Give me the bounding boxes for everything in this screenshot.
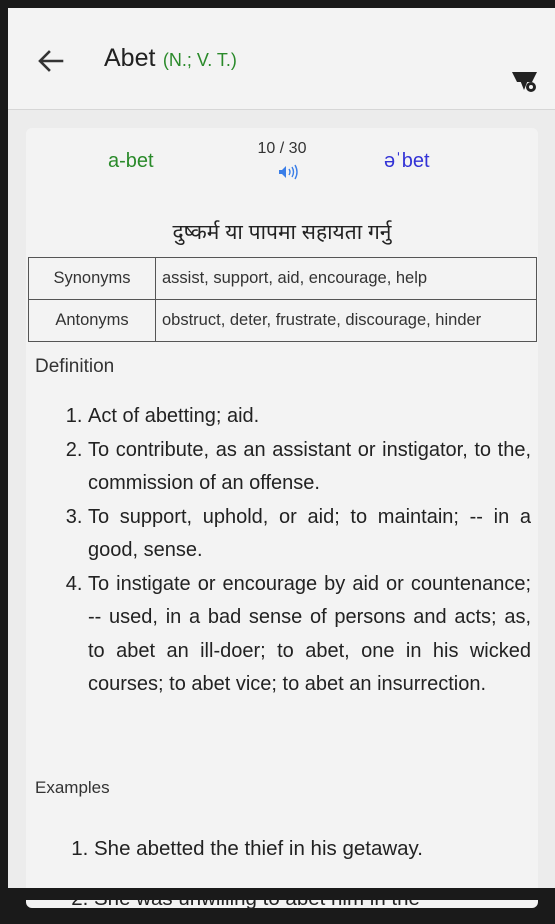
- title-block: [104, 44, 237, 73]
- definition-item: 2. To contribute, as an assistant or instigator, to the, commission of an offense.: [88, 434, 531, 501]
- word-card: [26, 128, 538, 908]
- examples-list: [64, 824, 531, 924]
- definition-list: [64, 400, 531, 702]
- part-of-speech: (N.; V. T.): [162, 50, 237, 70]
- app-bar: [8, 8, 555, 110]
- antonyms-row: [29, 300, 537, 342]
- speaker-icon: [277, 164, 301, 180]
- synonyms-value: assist, support, aid, encourage, help: [156, 258, 537, 300]
- syllables: a-bet: [108, 150, 154, 172]
- pronunciation: əˈbet: [384, 150, 430, 172]
- relations-table: [28, 257, 537, 342]
- definition-item: 3. To support, uphold, or aid; to maintain; -- in a good, sense.: [88, 501, 531, 568]
- antonyms-value: obstruct, deter, frustrate, discourage, hinder: [156, 300, 537, 342]
- page-title: Abet: [104, 44, 156, 72]
- synonyms-row: [29, 258, 537, 300]
- example-item: 1. She abetted the thief in his getaway.: [94, 824, 531, 874]
- definition-heading: Definition: [35, 356, 115, 377]
- nepali-meaning: दुष्कर्म या पापमा सहायता गर्नु: [172, 221, 392, 244]
- quiz-button[interactable]: [510, 66, 540, 96]
- arrow-left-icon: [34, 44, 68, 78]
- back-button[interactable]: [34, 44, 68, 78]
- system-nav-bar: [0, 888, 555, 900]
- word-counter: 10 / 30: [257, 140, 307, 157]
- examples-heading: Examples: [35, 778, 110, 797]
- antonyms-label: Antonyms: [29, 300, 156, 342]
- definition-item: 4. To instigate or encourage by aid or countenance; -- used, in a bad sense of persons and acts; as, to abet an ill-doer; to abet, one in his wicked courses; to abet vice; to abet an insurrection.: [88, 568, 531, 702]
- pronounce-button[interactable]: [277, 164, 301, 180]
- app-screen: [8, 8, 555, 888]
- quiz-icon: [510, 66, 540, 96]
- definition-item: 1. Act of abetting; aid.: [88, 400, 531, 434]
- synonyms-label: Synonyms: [29, 258, 156, 300]
